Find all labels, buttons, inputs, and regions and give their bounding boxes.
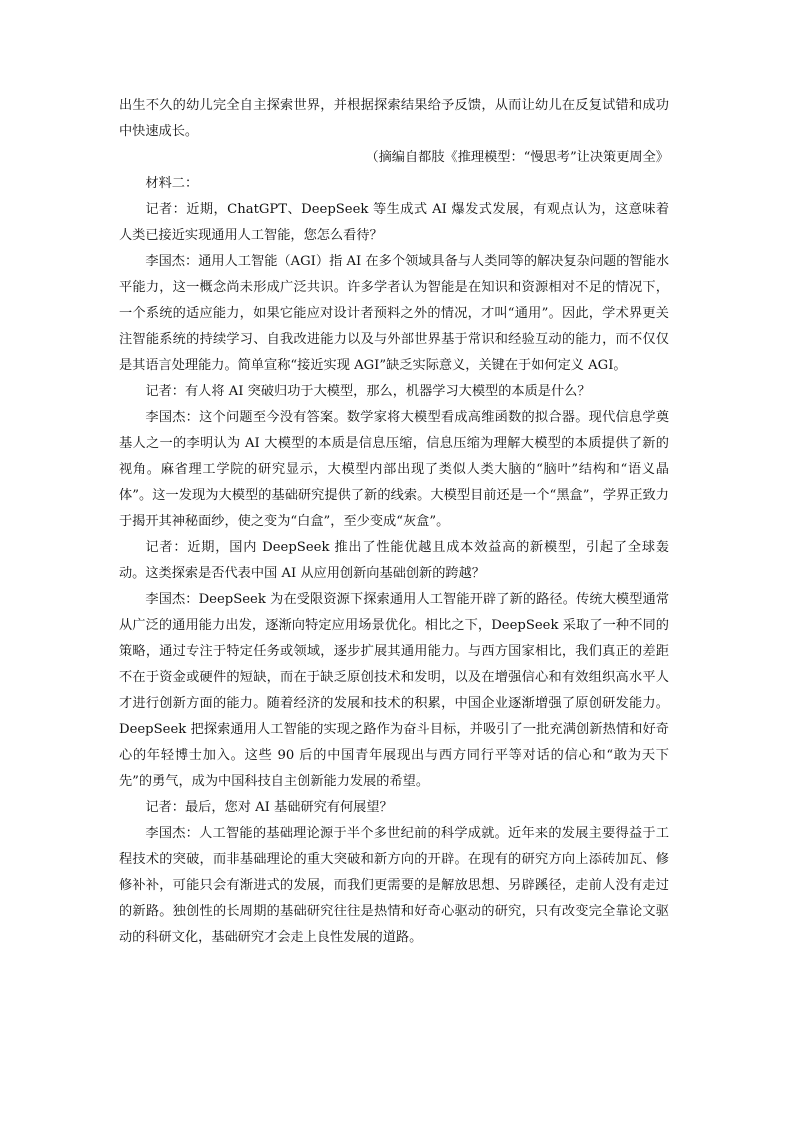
dialogue-text: 通用人工智能（AGI）指 AI 在多个领域具备与人类同等的解决复杂问题的智能水平能力，这一概念尚未形成广泛共识。许多学者认为智能是在知识和资源相对不足的情况下，一个系统的适应能力，如果它能应对设计者预料之外的情况，才叫“通用”。因此，学术界更关注智能系统的持续学习、自我改进能力以及与外部世界基于常识和经验互动的能力，而不仅仅是其语言处理能力。简单宣称“接近实现 AGI”缺乏实际意义，关键在于如何定义 AGI。 xyxy=(119,254,670,373)
source-citation: （摘编自都肢《推理模型：“慢思考”让决策更周全》 xyxy=(365,150,669,165)
opening-paragraph: 出生不久的幼儿完全自主探索世界，并根据探索结果给予反馈，从而让幼儿在反复试错和成功中快速成长。 xyxy=(119,98,669,139)
dialogue-text: 人工智能的基础理论源于半个多世纪前的科学成就。近年来的发展主要得益于工程技术的突破，而非基础理论的重大突破和新方向的开辟。在现有的研究方向上添砖加瓦、修修补补，可能只会有渐进式的发展，而我们更需要的是解放思想、另辟蹊径，走前人没有走过的新路。独创性的长周期的基础研究往往是热情和好奇心驱动的研究，只有改变完全靠论文驱动的科研文化，基础研究才会走上良性发展的道路。 xyxy=(119,826,670,945)
speaker-label: 记者： xyxy=(145,202,187,217)
speaker-label: 李国杰： xyxy=(145,826,200,841)
speaker-label: 记者： xyxy=(145,540,188,555)
dialogue-text: 这个问题至今没有答案。数学家将大模型看成高维函数的拟合器。现代信息学奠基人之一的李明认为 AI 大模型的本质是信息压缩，信息压缩为理解大模型的本质提供了新的视角。麻省理工学院的研究显示，大模型内部出现了类似人类大脑的“脑叶”结构和“语义晶体”。这一发现为大模型的基础研究提供了新的线索。大模型目前还是一个“黑盒”，学界正致力于揭开其神秘面纱，使之变为“白盒”，至少变成“灰盒”。 xyxy=(119,410,670,529)
dialogue-paragraph xyxy=(119,821,669,951)
dialogue-paragraph xyxy=(119,795,669,821)
dialogue-paragraph xyxy=(119,535,669,587)
dialogue-paragraph xyxy=(119,405,669,535)
document-page xyxy=(119,93,669,951)
dialogue-text: 近期，国内 DeepSeek 推出了性能优越且成本效益高的新模型，引起了全球轰动。这类探索是否代表中国 AI 从应用创新向基础创新的跨越？ xyxy=(119,540,670,581)
speaker-label: 记者： xyxy=(145,800,185,815)
dialogue-paragraph xyxy=(119,587,669,795)
speaker-label: 李国杰： xyxy=(145,254,199,269)
section-heading: 材料二： xyxy=(145,176,199,191)
dialogue-text: 有人将 AI 突破归功于大模型，那么，机器学习大模型的本质是什么？ xyxy=(184,384,591,399)
dialogue-text: DeepSeek 为在受限资源下探索通用人工智能开辟了新的路径。传统大模型通常从广泛的通用能力出发，逐渐向特定应用场景优化。相比之下，DeepSeek 采取了一种不同的策略，通过专注于特定任务或领域，逐步扩展其通用能力。与西方国家相比，我们真正的差距不在于资金或硬件的短缺，而在于缺乏原创技术和发明，以及在增强信心和有效组织高水平人才进行创新方面的能力。随着经济的发展和技术的积累，中国企业逐渐增强了原创研发能力。DeepSeek 把探索通用人工智能的实现之路作为奋斗目标，并吸引了一批充满创新热情和好奇心的年轻博士加入。这些 90 后的中国青年展现出与西方同行平等对话的信心和“敢为天下先”的勇气，成为中国科技自主创新能力发展的希望。 xyxy=(119,592,670,789)
dialogue-paragraph xyxy=(119,197,669,249)
speaker-label: 李国杰： xyxy=(145,592,199,607)
speaker-label: 李国杰： xyxy=(145,410,200,425)
speaker-label: 记者： xyxy=(145,384,185,399)
dialogue-text: 近期，ChatGPT、DeepSeek 等生成式 AI 爆发式发展，有观点认为，这意味着人类已接近实现通用人工智能，您怎么看待？ xyxy=(119,202,670,243)
dialogue-paragraph xyxy=(119,249,669,379)
dialogue-text: 最后，您对 AI 基础研究有何展望？ xyxy=(184,800,393,815)
dialogue-paragraph xyxy=(119,379,669,405)
